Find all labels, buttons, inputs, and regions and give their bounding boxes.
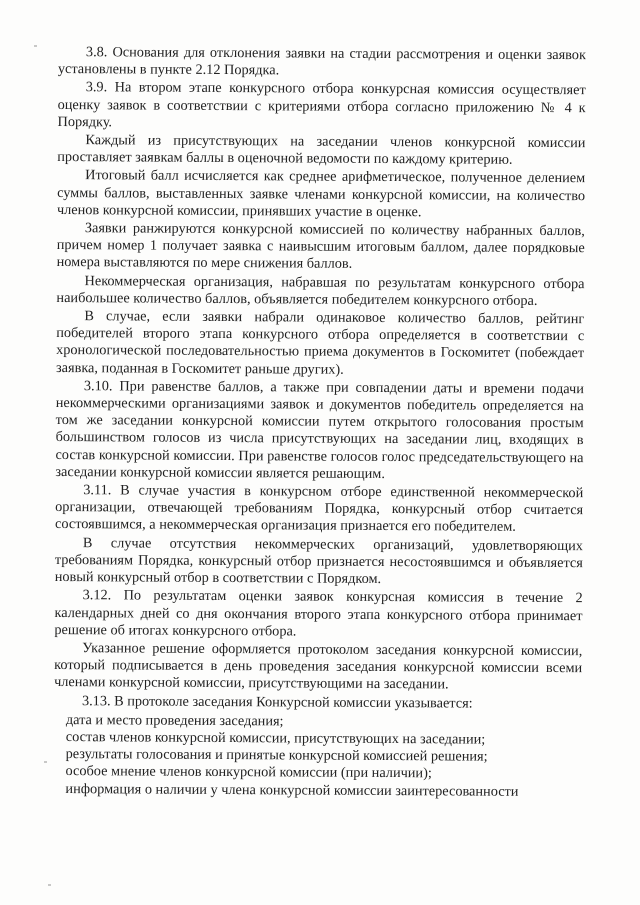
list-item: дата и место проведения заседания; xyxy=(65,711,284,730)
scan-speck xyxy=(34,45,37,47)
protocol-contents-list xyxy=(65,712,582,801)
paragraph-winner: Некоммерческая организация, набравшая по результатам конкурсного отбора наибольшее количество баллов, объявляется победителем конкурсного отбора. xyxy=(56,272,585,309)
list-item: особое мнение членов конкурсной комиссии (при наличии); xyxy=(65,763,432,782)
list-item: информация о наличии у члена конкурсной комиссии заинтересованности xyxy=(65,780,519,800)
paragraph-final-score: Итоговый балл исчисляется как среднее арифметическое, полученное делением суммы баллов, выставленных заявке членами конкурсной комиссии, на количество членов конкурсной комиссии, принявших участие в оценке. xyxy=(56,167,586,221)
document-body xyxy=(53,44,586,801)
paragraph-3-11: 3.11. В случае участия в конкурсном отборе единственной некоммерческой организации, отвечающей требованиям Порядка, конкурсный отбор считается состоявшимся, а некоммерческая организация признается его победителем. xyxy=(55,482,584,536)
scan-speck xyxy=(48,884,51,886)
paragraph-3-13: 3.13. В протоколе заседания Конкурсной комиссии указывается: xyxy=(81,692,473,712)
paragraph-3-10: 3.10. При равенстве баллов, а также при совпадении даты и времени подачи некоммерческими организациями заявок и документов победитель определяется на том же заседании конкурсной комиссии путем открытого голосования простым большинством голосов из числа присутствующих на заседании лиц, входящих в состав конкурсной комиссии. При равенстве голосов голос председательствующего на заседании конкурсной комиссии является решающим. xyxy=(55,378,584,482)
list-item: результаты голосования и принятые конкурсной комиссией решения; xyxy=(65,746,488,765)
paragraph-no-organizations: В случае отсутствия некоммерческих организаций, удовлетворяющих требованиям Порядка, конкурсный отбор признается несостоявшимся и объявляется новый конкурсный отбор в соответствии с Порядком. xyxy=(54,534,583,588)
paragraph-3-12: 3.12. По результатам оценки заявок конкурсная комиссия в течение 2 календарных дней со дня окончания второго этапа конкурсного отбора принимает решение об итогах конкурсного отбора. xyxy=(54,587,583,640)
paragraph-scoring: Каждый из присутствующих на заседании членов конкурсной комиссии проставляет заявкам баллы в оценочной ведомости по каждому критерию. xyxy=(57,132,586,168)
paragraph-protocol: Указанное решение оформляется протоколом заседания конкурсной комиссии, который подписывается в день проведения заседания конкурсной комиссии всеми членами конкурсной комиссии, присутствующими на заседании. xyxy=(54,640,583,693)
paragraph-3-9: 3.9. На втором этапе конкурсного отбора конкурсная комиссия осуществляет оценку заявок в соответствии с критериями отбора согласно приложению № 4 к Порядку. xyxy=(57,79,586,131)
paragraph-equal-scores: В случае, если заявки набрали одинаковое количество баллов, рейтинг победителей второго этапа конкурсного отбора определяется в соответствии с хронологической последовательностью приема документов в Госкомитет (побеждает заявка, поданная в Госкомитет раньше других). xyxy=(55,308,585,378)
paragraph-3-8: 3.8. Основания для отклонения заявки на стадии рассмотрения и оценки заявок установлены в пункте 2.12 Порядка. xyxy=(57,44,586,79)
paragraph-ranking: Заявки ранжируются конкурсной комиссией по количеству набранных баллов, причем номер 1 получает заявка с наивысшим итоговым баллом, далее порядковые номера выставляются по мере снижения баллов. xyxy=(56,220,585,273)
scan-speck xyxy=(44,761,47,763)
list-item: состав членов конкурсной комиссии, присутствующих на заседании; xyxy=(65,728,486,748)
